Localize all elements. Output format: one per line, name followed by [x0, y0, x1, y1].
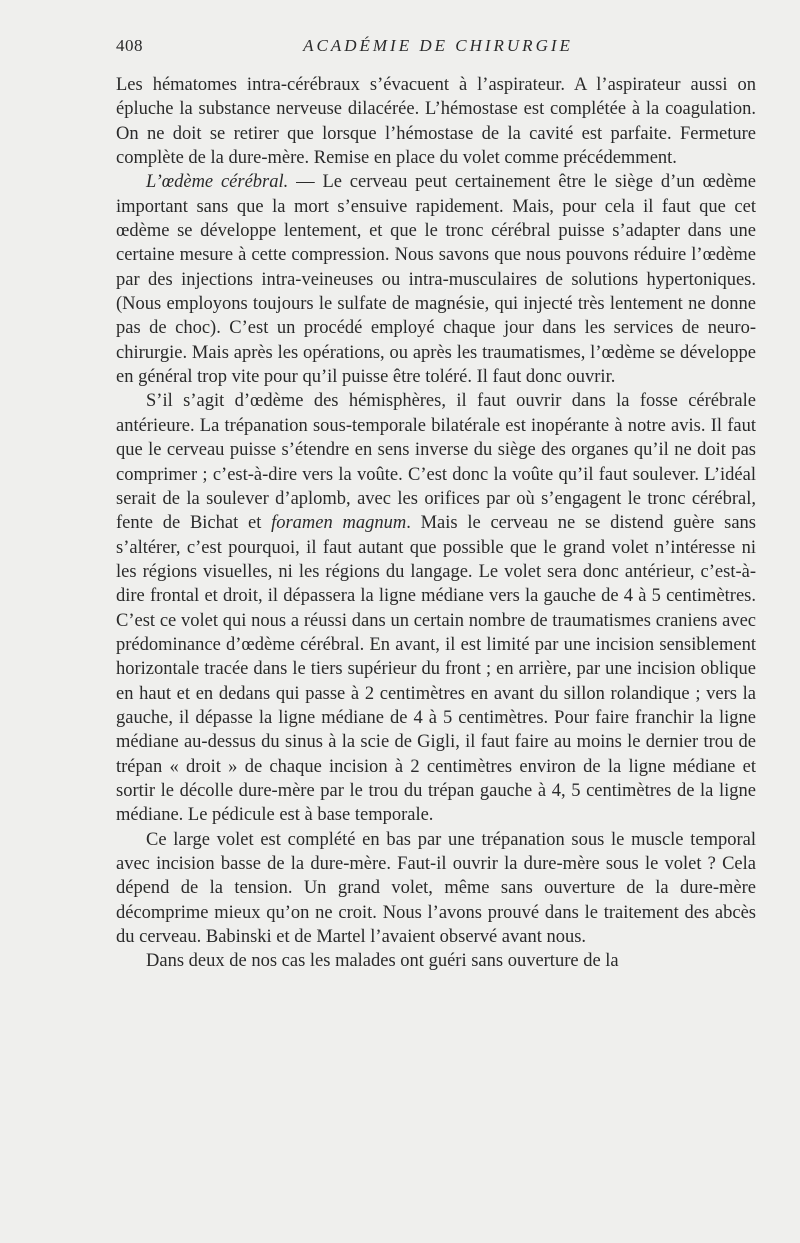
paragraph-oedeme-cerebral — [116, 170, 756, 389]
italic-term-foramen-magnum: foramen magnum — [271, 513, 407, 534]
paragraph-text: — Le cerveau peut certainement être le siège d’un œdème important sans que la mort s’ensuive rapidement. Mais, pour cela il faut que cet œdème se développe lentement, et que le tronc cérébral puisse s’adapter dans une certaine mesure à cette compression. Nous savons que nous pouvons réduire l’œdème par des injections intra-veineuses ou intra-musculaires de solutions hypertoniques. (Nous employons toujours le sulfate de magnésie, qui injecté très lentement ne donne pas de choc). C’est un procédé employé chaque jour dans les services de neuro-chirurgie. Mais après les opérations, ou après les traumatismes, l’œdème se développe en général trop vite pour qu’il puisse être toléré. Il faut donc ouvrir. — [116, 172, 756, 388]
paragraph-text: Les hématomes intra-cérébraux s’évacuent à l’aspirateur. A l’aspirateur aussi on épluche la substance nerveuse dilacérée. L’hémostase est complétée à la coagulation. On ne doit se retirer que lorsque l’hémostase de la cavité est parfaite. Fermeture complète de la dure-mère. Remise en place du volet comme précédemment. — [116, 75, 756, 169]
page-number: 408 — [116, 36, 143, 55]
paragraph-large-volet — [116, 828, 756, 950]
body-text — [116, 73, 756, 974]
paragraph-text: Ce large volet est complété en bas par une trépanation sous le muscle temporal avec incision basse de la dure-mère. Faut-il ouvrir la dure-mère sous le volet ? Cela dépend de la tension. Un grand volet, même sans ouverture de la dure-mère décomprime mieux qu’on ne croit. Nous l’avons prouvé dans le traitement des abcès du cerveau. Babinski et de Martel l’avaient observé avant nous. — [116, 829, 756, 948]
paragraph-text: Dans deux de nos cas les malades ont guéri sans ouverture de la — [146, 951, 619, 972]
paragraph-hematomes — [116, 73, 756, 170]
paragraph-hemispheres — [116, 389, 756, 827]
paragraph-text: . Mais le cerveau ne se distend guère sans s’altérer, c’est pourquoi, il faut autant que possible que le grand volet n’intéresse ni les régions visuelles, ni les régions du langage. Le volet sera donc antérieur, c’est-à-dire frontal et droit, il dépassera la ligne médiane vers la gauche de 4 à 5 centimètres. C’est ce volet qui nous a réussi dans un certain nombre de traumatismes craniens avec prédominance d’œdème cérébral. En avant, il est limité par une incision sensiblement horizontale tracée dans le tiers supérieur du front ; en arrière, par une incision oblique en haut et en dedans qui passe à 2 centimètres en avant du sillon rolandique ; vers la gauche, il dépasse la ligne médiane de 4 à 5 centimètres. Pour faire franchir la ligne médiane au-dessus du sinus à la scie de Gigli, il faut faire au moins le dernier trou de trépan « droit » de chaque incision à 2 centimètres environ de la ligne médiane et sortir le décolle dure-mère par le trou du trépan gauche à 4, 5 centimètres de la ligne médiane. Le pédicule est à base temporale. — [116, 513, 756, 826]
page-header — [116, 36, 760, 60]
paragraph-dans-deux-cas — [116, 949, 756, 973]
paragraph-text: S’il s’agit d’œdème des hémisphères, il faut ouvrir dans la fosse cérébrale antérieure. La trépanation sous-temporale bilatérale est inopérante à notre avis. Il faut que le cerveau puisse s’étendre en sens inverse du siège des organes qu’il ne doit pas comprimer ; c’est-à-dire vers la voûte. C’est donc la voûte qu’il faut soulever. L’idéal serait de la soulever d’aplomb, avec les orifices par où s’engagent le tronc cérébral, fente de Bichat et — [116, 391, 756, 534]
running-title: ACADÉMIE DE CHIRURGIE — [303, 36, 573, 55]
section-heading-oedeme: L’œdème cérébral. — [146, 172, 289, 193]
